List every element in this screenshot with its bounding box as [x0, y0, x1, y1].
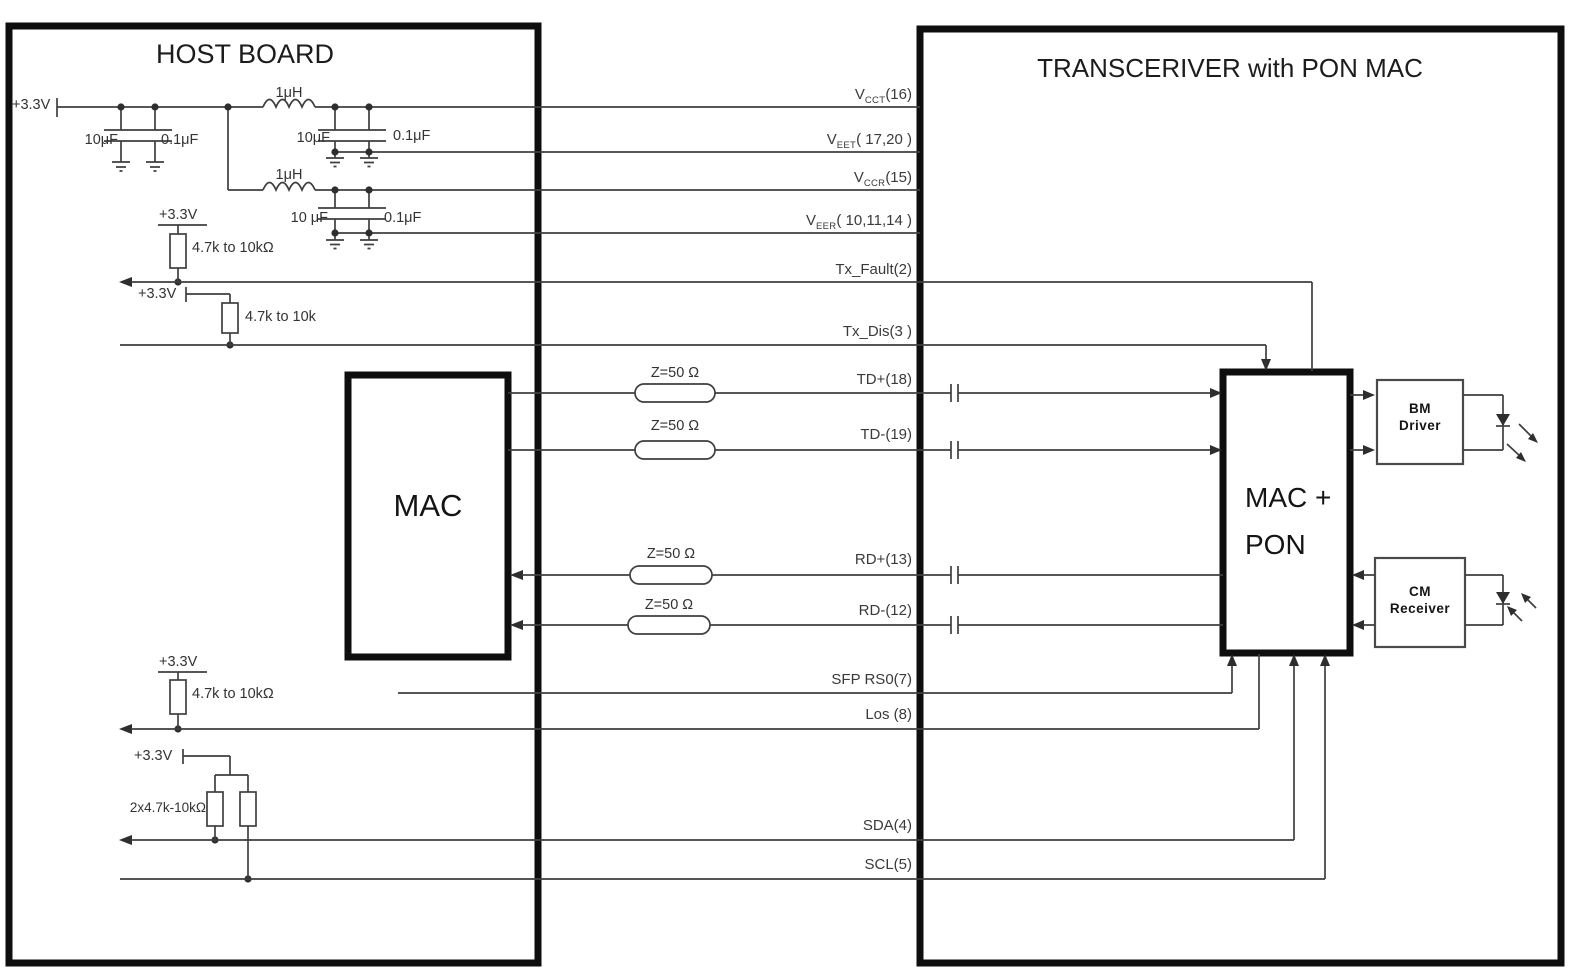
inductor-1uh-label: 1μH [275, 167, 303, 183]
bm-driver-label: BM Driver [1398, 401, 1442, 433]
sfp-rs0-wire [398, 654, 1237, 693]
signal-label-veer: $V_{EER}$( 10,11,14 ) [805, 212, 912, 232]
arrow-left-icon [510, 620, 523, 630]
rd-plus-wire [510, 566, 1223, 584]
bm-laser-diode [1463, 395, 1538, 462]
photodiode-icon [1496, 592, 1510, 604]
signal-label-rd-minus: RD-(12) [858, 602, 912, 619]
arrow-left-icon [119, 724, 132, 734]
signal-label-td-minus: TD-(19) [860, 426, 912, 443]
mac-block-label: MAC [393, 488, 463, 523]
signal-label-td-plus: TD+(18) [856, 371, 912, 388]
signal-label-rd-plus: RD+(13) [854, 551, 912, 568]
signal-label-los: Los (8) [865, 706, 912, 723]
transmission-line-icon [628, 616, 710, 634]
signal-label-vcct: $V_{CCT}(16)$ [854, 86, 912, 106]
sda-wire [119, 654, 1299, 845]
signal-label-veet: $V_{EET}$( 17,20 ) [826, 131, 912, 151]
arrow-left-icon [1352, 570, 1364, 580]
cap-0p1uf-label: 0.1μF [393, 128, 431, 144]
arrow-right-icon [1363, 445, 1375, 455]
los-pullup-supply-label: +3.3V [159, 654, 198, 670]
cap-10uf-label: 10 μF [290, 210, 328, 226]
cm-to-macpon-wires [1352, 570, 1375, 630]
arrow-left-icon [510, 570, 523, 580]
impedance-label-td-minus: Z=50 Ω [650, 418, 700, 434]
los-pullup-value-label: 4.7k to 10kΩ [192, 686, 274, 702]
impedance-label-rd-minus: Z=50 Ω [644, 597, 694, 613]
i2c-pullup-value-label: 2x4.7k-10kΩ [129, 800, 206, 815]
coupling-cap-icon [951, 616, 958, 634]
cm-receiver-label: CM Receiver [1389, 584, 1451, 616]
transmission-line-icon [635, 441, 715, 459]
coupling-cap-icon [951, 441, 958, 459]
tx-dis-pullup-value-label: 4.7k to 10k [245, 309, 316, 325]
laser-diode-icon [1496, 414, 1510, 426]
signal-label-tx-fault: Tx_Fault(2) [835, 261, 912, 278]
cap-10uf-label: 10μF [84, 132, 118, 148]
i2c-pullup-supply-label: +3.3V [134, 748, 173, 764]
macpon-to-bm-wires [1350, 390, 1375, 455]
ground-icon [146, 162, 164, 171]
vcct-rail-wire [57, 98, 920, 117]
tx-fault-pullup-supply-label: +3.3V [159, 207, 198, 223]
arrow-left-icon [119, 835, 132, 845]
coupling-cap-icon [951, 566, 958, 584]
ground-icon [112, 162, 130, 171]
td-minus-wire [508, 441, 1222, 459]
arrow-left-icon [1352, 620, 1364, 630]
transmission-line-icon [630, 566, 712, 584]
capacitor-0p1uf-icon [352, 190, 386, 249]
cap-10uf-label: 10μF [296, 130, 330, 146]
supply-3v3-label: +3.3V [12, 97, 51, 113]
impedance-label-rd-plus: Z=50 Ω [646, 546, 696, 562]
arrow-left-icon [119, 277, 132, 287]
signal-label-tx-dis: Tx_Dis(3 ) [842, 323, 912, 340]
scl-wire [120, 654, 1330, 879]
impedance-label-td-plus: Z=50 Ω [650, 365, 700, 381]
inductor-1uh-label: 1μH [275, 85, 303, 101]
cm-photodiode [1465, 575, 1536, 625]
host-board-title: HOST BOARD [155, 39, 335, 69]
arrow-right-icon [1363, 390, 1375, 400]
los-wire [119, 654, 1259, 734]
signal-label-vccr: $V_{CCR}(15)$ [853, 169, 912, 189]
cap-0p1uf-label: 0.1μF [161, 132, 199, 148]
cap-0p1uf-label: 0.1μF [384, 210, 422, 226]
tx-dis-pullup-resistor [186, 287, 238, 345]
signal-label-sfp-rs0: SFP RS0(7) [831, 671, 912, 688]
light-out-rays [1507, 424, 1533, 457]
transmission-line-icon [635, 384, 715, 402]
transceiver-title: TRANSCERIVER with PON MAC [1037, 53, 1423, 83]
coupling-cap-icon [951, 384, 958, 402]
signal-label-sda: SDA(4) [862, 817, 912, 834]
mac-pon-block-label: MAC + PON [1245, 482, 1332, 560]
capacitor-0p1uf-icon [352, 107, 386, 167]
tx-dis-pullup-supply-label: +3.3V [138, 286, 177, 302]
signal-label-scl: SCL(5) [864, 856, 912, 873]
light-in-rays [1511, 597, 1536, 621]
tx-fault-pullup-value-label: 4.7k to 10kΩ [192, 240, 274, 256]
